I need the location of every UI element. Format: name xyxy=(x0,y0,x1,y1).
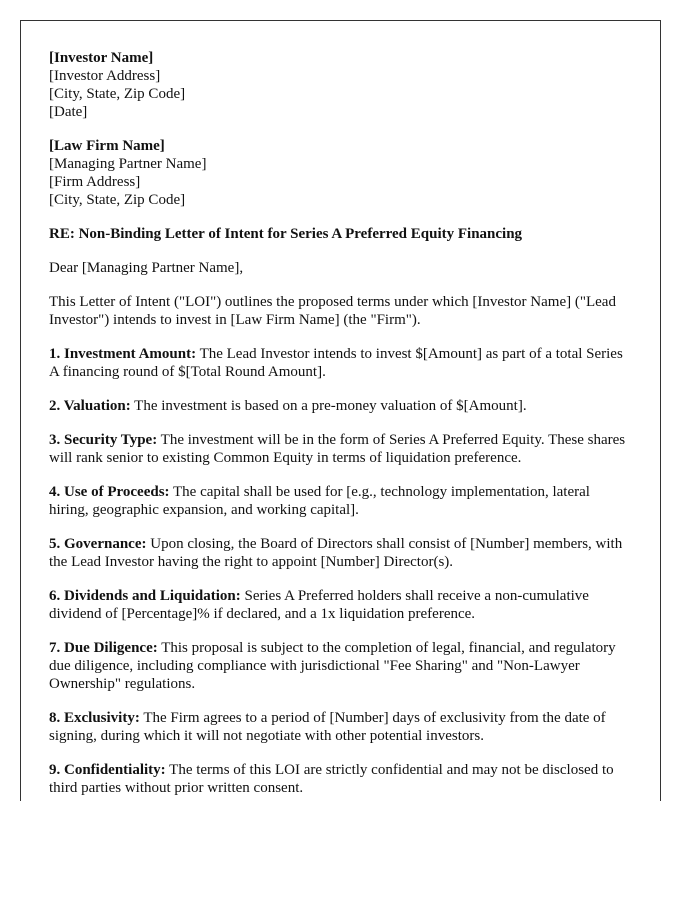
sender-name: [Investor Name] xyxy=(49,50,154,66)
intro-paragraph: This Letter of Intent ("LOI") outlines the proposed terms under which [Investor Name] ("Lead Investor") intends to invest in [Law Firm Name] (the "Firm"). xyxy=(49,294,616,328)
letter-page xyxy=(20,20,661,801)
term-investment-amount: 1. Investment Amount: The Lead Investor intends to invest $[Amount] as part of a total Series A financing round of $[Total Round Amount]. xyxy=(49,346,623,380)
sender-block xyxy=(49,49,632,121)
term-valuation: 2. Valuation: The investment is based on a pre-money valuation of $[Amount]. xyxy=(49,398,527,414)
term-exclusivity: 8. Exclusivity: The Firm agrees to a period of [Number] days of exclusivity from the date of signing, during which it will not negotiate with other potential investors. xyxy=(49,710,606,744)
recipient-firm: [Law Firm Name] xyxy=(49,138,165,154)
recipient-city: [City, State, Zip Code] xyxy=(49,192,186,208)
sender-city: [City, State, Zip Code] xyxy=(49,86,186,102)
letter-date: [Date] xyxy=(49,104,88,120)
sender-address: [Investor Address] xyxy=(49,68,161,84)
term-governance: 5. Governance: Upon closing, the Board of Directors shall consist of [Number] members, with the Lead Investor having the right to appoint [Number] Director(s). xyxy=(49,536,623,570)
term-confidentiality: 9. Confidentiality: The terms of this LOI are strictly confidential and may not be disclosed to third parties without prior written consent. xyxy=(49,762,614,796)
recipient-partner: [Managing Partner Name] xyxy=(49,156,207,172)
term-use-of-proceeds: 4. Use of Proceeds: The capital shall be used for [e.g., technology implementation, lateral hiring, geographic expansion, and working capital]. xyxy=(49,484,590,518)
recipient-block xyxy=(49,137,632,209)
salutation: Dear [Managing Partner Name], xyxy=(49,260,244,276)
recipient-address: [Firm Address] xyxy=(49,174,141,190)
term-dividends: 6. Dividends and Liquidation: Series A Preferred holders shall receive a non-cumulative dividend of [Percentage]% if declared, and a 1x liquidation preference. xyxy=(49,588,589,622)
term-due-diligence: 7. Due Diligence: This proposal is subject to the completion of legal, financial, and regulatory due diligence, including compliance with jurisdictional "Fee Sharing" and "Non-Lawyer Ownership" regulations. xyxy=(49,640,616,692)
subject-line: RE: Non-Binding Letter of Intent for Series A Preferred Equity Financing xyxy=(49,226,523,242)
term-security-type: 3. Security Type: The investment will be in the form of Series A Preferred Equity. These shares will rank senior to existing Common Equity in terms of liquidation preference. xyxy=(49,432,626,466)
